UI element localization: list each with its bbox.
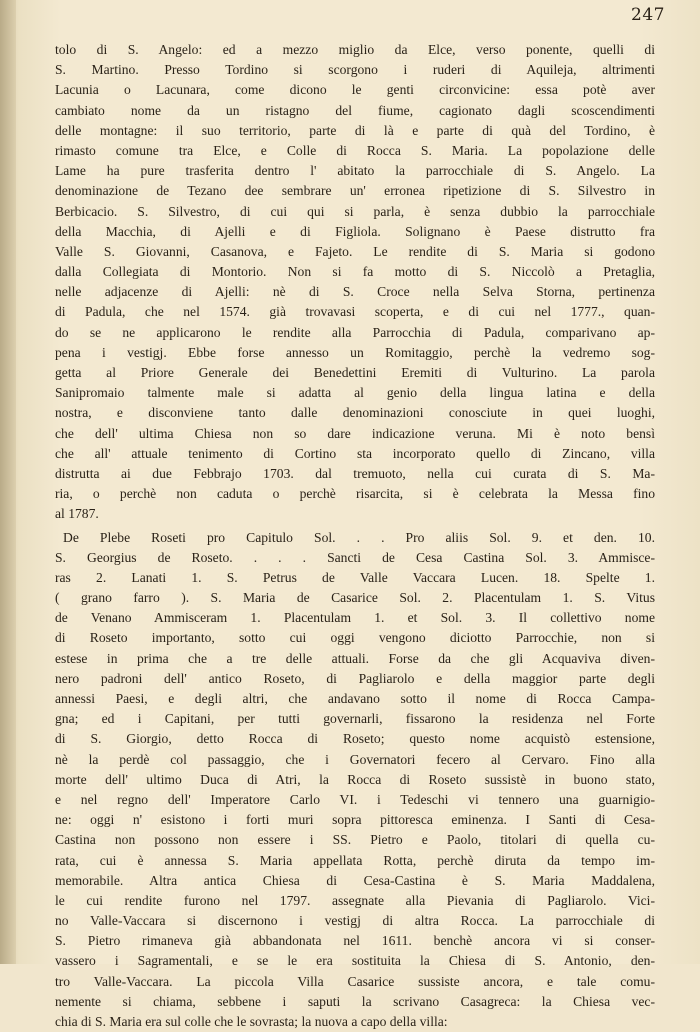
text-line: di Roseto importanto, sotto cui oggi vengono diciotto Parrocchie, non si — [55, 630, 655, 646]
text-line: rimasto comune tra Elce, e Colle di Rocca S. Maria. La popolazione delle — [55, 142, 655, 158]
text-line: Berbicacio. S. Silvestro, di cui qui si parla, è senza dubbio la parrocchiale — [55, 203, 655, 219]
text-line: nostra, e disconviene tanto dalle denominazioni conosciute in quei luoghi, — [55, 405, 655, 421]
text-line: dalla Collegiata di Montorio. Non si fa motto di S. Niccolò a Pretaglia, — [55, 264, 655, 280]
text-line: di Padula, che nel 1574. già trovavasi scoperta, e di cui nel 1777., quan- — [55, 304, 655, 320]
text-line: della Macchia, di Ajelli e di Figliola. Solignano è Paese distrutto fra — [55, 223, 655, 239]
page-number: 247 — [631, 5, 665, 25]
text-line: tolo di S. Angelo: ed a mezzo miglio da Elce, verso ponente, quelli di — [55, 42, 655, 57]
text-line: ( grano farro ). S. Maria de Casarice Sol. 2. Placentulam 1. S. Vitus — [55, 590, 655, 606]
text-line: morte dell' ultimo Duca di Atri, la Rocca di Roseto sussistè in buono stato, — [55, 771, 655, 787]
text-line: Lame ha pure trasferita dentro l' abitato la parrocchiale di S. Angelo. La — [55, 163, 655, 179]
page-text — [55, 40, 655, 1032]
text-line: nero padroni dell' antico Roseto, di Pagliarolo e della maggior parte degli — [55, 670, 655, 686]
text-line: annessi Paesi, e degli altri, che andavano sotto il nome di Rocca Campa- — [55, 691, 655, 706]
text-line: tro Valle-Vaccara. La piccola Villa Casarice sussiste ancora, e tale comu- — [55, 973, 655, 989]
text-line: Lacunia o Lacunara, come dicono le genti circonvicine: essa potè aver — [55, 82, 655, 98]
text-line: cambiato nome da un ristagno del fiume, cagionato dagli scoscendimenti — [55, 102, 655, 118]
text-line: de Venano Ammisceram 1. Placentulam 1. et Sol. 3. Il collettivo nome — [55, 610, 655, 626]
text-line: e nel regno dell' Imperatore Carlo VI. i Tedeschi vi tennero una guarnigio- — [55, 791, 655, 807]
text-line: chia di S. Maria era sul colle che le sovrasta; la nuova a capo della villa: — [55, 1014, 448, 1029]
text-line: al 1787. — [55, 506, 99, 522]
text-line: ras 2. Lanati 1. S. Petrus de Valle Vaccara Lucen. 18. Spelte 1. — [55, 569, 655, 585]
text-line: De Plebe Roseti pro Capitulo Sol. . . Pro aliis Sol. 9. et den. 10. — [63, 529, 655, 545]
text-line: di S. Giorgio, detto Rocca di Roseto; questo nome acquistò estensione, — [55, 731, 655, 747]
text-line: che all' attuale tenimento di Cortino sta incorporato quello di Zincano, villa — [55, 445, 655, 461]
text-line: delle montagne: il suo territorio, parte di là e parte di quà del Tordino, è — [55, 122, 655, 138]
text-line: Valle S. Giovanni, Casanova, e Fajeto. Le rendite di S. Maria si godono — [55, 243, 655, 259]
text-line: S. Pietro rimaneva già abbandonata nel 1611. benchè ancora vi si conser- — [55, 933, 655, 949]
text-line: getta al Priore Generale dei Benedettini Eremiti di Vulturino. La parola — [55, 365, 655, 380]
text-line: memorabile. Altra antica Chiesa di Cesa-Castina è S. Maria Maddalena, — [55, 872, 655, 888]
text-line: estese in prima che a tre delle attuali. Forse da che gli Acquaviva diven- — [55, 650, 655, 666]
text-line: no Valle-Vaccara si discernono i vestigj di altra Rocca. La parrocchiale di — [55, 913, 655, 929]
text-line: vassero i Sagramentali, e se le era sostituita la Chiesa di S. Antonio, den- — [55, 953, 655, 969]
text-line: distrutta ai due Febbrajo 1703. dal tremuoto, nella cui curata di S. Ma- — [55, 465, 655, 481]
text-line: Castina non possono non essere i SS. Pietro e Paolo, titolari di quella cu- — [55, 832, 655, 848]
text-line: nè la perdè col passaggio, che i Governatori fecero al Cervaro. Fino alla — [55, 751, 655, 767]
text-line: gna; ed i Capitani, per tutti governarli, fissarono la residenza nel Forte — [55, 711, 655, 727]
text-line: che dell' ultima Chiesa non so dare indicazione veruna. Mi è noto bensì — [55, 425, 655, 441]
text-line: nemente si chiama, sebbene i saputi la scrivano Casagreca: la Chiesa vec- — [55, 993, 655, 1009]
text-line: ne: oggi n' esistono i forti muri sopra pittoresca eminenza. I Santi di Cesa- — [55, 812, 655, 828]
text-line: Sanipromaio talmente male si adatta al genio della lingua latina e della — [55, 385, 655, 401]
text-line: rata, cui è annessa S. Maria appellata Rotta, perchè diruta da tempo im- — [55, 852, 655, 868]
text-line: pena i vestigj. Ebbe forse annesso un Romitaggio, perchè la vedremo sog- — [55, 344, 655, 360]
text-line: le cui rendite furono nel 1797. assegnate alla Pievania di Pagliarolo. Vici- — [55, 892, 655, 908]
text-line: S. Georgius de Roseto. . . . Sancti de Cesa Castina Sol. 3. Ammisce- — [55, 549, 655, 565]
text-line: denominazione de Tezano dee sembrare un' erronea ripetizione di S. Silvestro in — [55, 183, 655, 199]
text-line: nelle adjacenze di Ajelli: nè di S. Croce nella Selva Storna, pertinenza — [55, 284, 655, 300]
text-line: ria, o perchè non caduta o perchè risarcita, si è celebrata la Messa fino — [55, 486, 655, 502]
text-line: do se ne applicarono le rendite alla Parrocchia di Padula, comparivano ap- — [55, 324, 655, 340]
text-line: S. Martino. Presso Tordino si scorgono i ruderi di Aquileja, altrimenti — [55, 62, 655, 78]
page-binding-shadow — [0, 0, 16, 964]
